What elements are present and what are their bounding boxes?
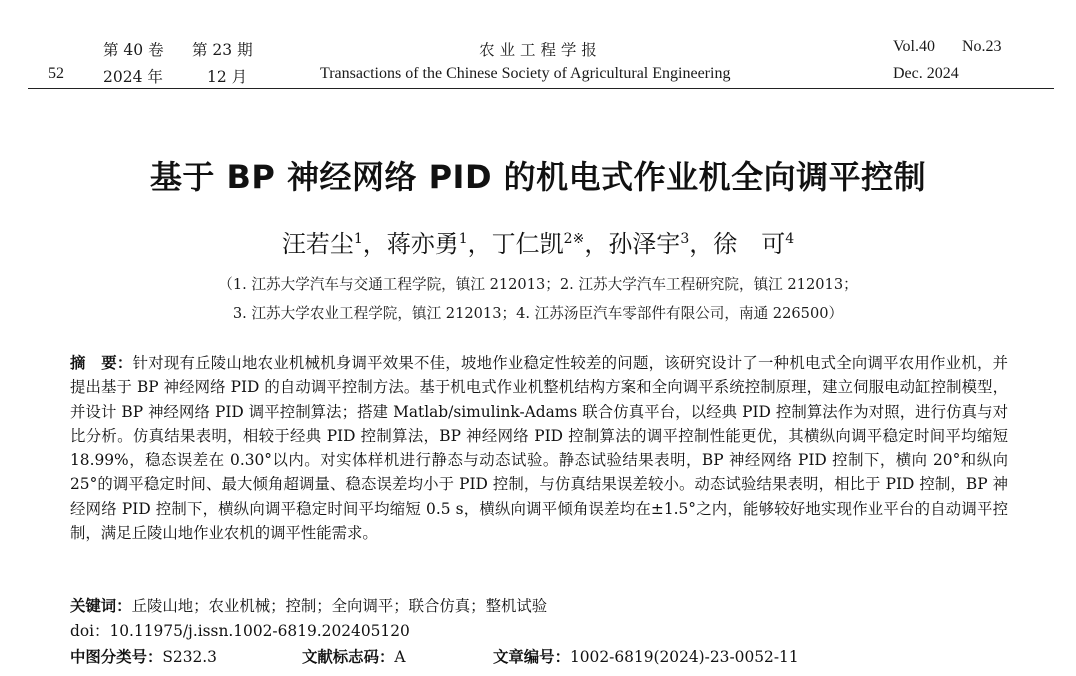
document-code-field bbox=[302, 645, 405, 667]
doi-value[interactable]: 10.11975/j.issn.1002-6819.202405120 bbox=[109, 622, 410, 640]
abstract-text: 针对现有丘陵山地农业机械机身调平效果不佳，坡地作业稳定性较差的问题，该研究设计了一种机电式全向调平农用作业机，并提出基于 BP 神经网络 PID 的自动调平控制方法。基于机电式作业机整机结构方案和全向调平系统控制原理，建立伺服电动缸控制模型，并设计 BP 神经网络 PID 调平控制算法；搭建 Matlab/simulink-Adams 联合仿真平台，以经典 PID 控制算法作为对照，进行仿真与对比分析。仿真结果表明，相较于经典 PID 控制算法，BP 神经网络 PID 控制算法的调平控制性能更优，其横纵向调平稳定时间平均缩短 18.99%，稳态误差在 0.30°以内。对实体样机进行静态与动态试验。静态试验结果表明，BP 神经网络 PID 控制下，横向 20°和纵向 25°的调平稳定时间、最大倾角超调量、稳态误差均小于 PID 控制，与仿真结果误差较小。动态试验结果表明，相比于 PID 控制，BP 神经网络 PID 控制下，横纵向调平稳定时间平均缩短 0.5 s，横纵向调平倾角误差均在±1.5°之内，能够较好地实现作业平台的自动调平控制，满足丘陵山地作业农机的调平性能需求。 bbox=[70, 354, 1008, 543]
issue-en: No.23 bbox=[962, 38, 1002, 55]
author-affil-mark: 1 bbox=[458, 231, 468, 247]
paper-title: 基于 BP 神经网络 PID 的机电式作业机全向调平控制 bbox=[149, 158, 927, 196]
keywords-text: 丘陵山地；农业机械；控制；全向调平；联合仿真；整机试验 bbox=[131, 597, 548, 615]
author-affil-mark: 4 bbox=[785, 231, 795, 247]
affiliation-line-2: 3. 江苏大学农业工程学院，镇江 212013；4. 江苏汤臣汽车零部件有限公司，南通 226500） bbox=[232, 305, 844, 322]
article-number-field bbox=[493, 645, 799, 667]
author-name: 蒋亦勇 bbox=[386, 230, 459, 258]
doi-label: doi： bbox=[70, 622, 110, 640]
volume-en: Vol.40 bbox=[893, 38, 935, 55]
article-number-value: 1002-6819(2024)-23-0052-11 bbox=[569, 648, 799, 666]
issue-cn: 第 23 期 bbox=[192, 41, 253, 59]
journal-name-cn: 农 业 工 程 学 报 bbox=[479, 41, 597, 59]
header-rule bbox=[28, 88, 1054, 89]
abstract-label: 摘 要： bbox=[70, 354, 133, 372]
abstract-body bbox=[70, 351, 1008, 545]
article-number-label: 文章编号： bbox=[493, 648, 570, 666]
journal-name-en: Transactions of the Chinese Society of Agricultural Engineering bbox=[320, 65, 731, 82]
affiliation-line-1: （1. 江苏大学汽车与交通工程学院，镇江 212013；2. 江苏大学汽车工程研究院，镇江 212013； bbox=[218, 276, 858, 293]
author-list bbox=[0, 224, 1076, 259]
document-code-label: 文献标志码： bbox=[302, 648, 395, 666]
page-number: 52 bbox=[48, 65, 64, 82]
author-affil-mark: 2※ bbox=[563, 231, 585, 247]
doi-line bbox=[70, 619, 410, 641]
author-separator: ， bbox=[362, 230, 387, 258]
author-separator: ， bbox=[584, 230, 609, 258]
author-name: 孙泽宇 bbox=[608, 230, 681, 258]
author-affil-mark: 1 bbox=[353, 231, 363, 247]
document-code-value: A bbox=[394, 648, 406, 666]
clc-value: S232.3 bbox=[162, 648, 217, 666]
keywords-label: 关键词： bbox=[70, 597, 132, 615]
author-name: 徐 可 bbox=[713, 230, 786, 258]
date-en: Dec. 2024 bbox=[893, 65, 959, 82]
month-cn: 12 月 bbox=[207, 68, 248, 86]
clc-field bbox=[70, 645, 217, 667]
volume-cn: 第 40 卷 bbox=[103, 41, 164, 59]
author-separator: ， bbox=[467, 230, 492, 258]
clc-label: 中图分类号： bbox=[70, 648, 163, 666]
year-cn: 2024 年 bbox=[103, 68, 163, 86]
author-name: 汪若尘 bbox=[281, 230, 354, 258]
author-separator: ， bbox=[689, 230, 714, 258]
author-name: 丁仁凯 bbox=[491, 230, 564, 258]
keywords-line bbox=[70, 594, 547, 616]
author-affil-mark: 3 bbox=[680, 231, 690, 247]
